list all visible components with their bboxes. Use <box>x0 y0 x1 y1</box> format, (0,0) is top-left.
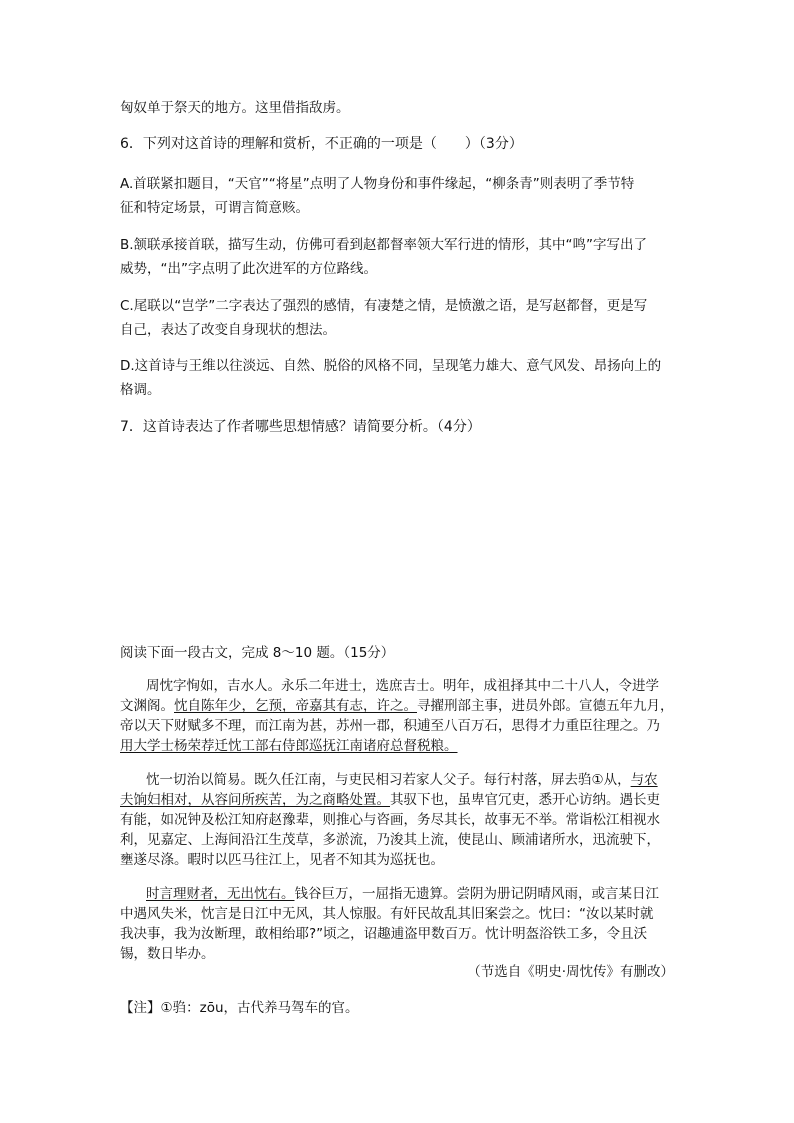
para1-underlined-sentence: 忱自陈年少，乞预，帝嘉其有志，许之。 <box>174 698 417 714</box>
para3-line1-end: 钱谷巨万，一屈指无遗算。尝阴为册记阴晴风雨，或言某日江 <box>294 886 659 902</box>
para1-line4 <box>120 736 458 756</box>
reading-instruction: 阅读下面一段古文，完成 8～10 题。（15分） <box>120 645 395 661</box>
para2-line1 <box>146 770 658 790</box>
para2-underlined-start: 与农 <box>630 772 658 788</box>
option-a-line1: A.首联紧扣题目，“天官”“将星”点明了人物身份和事件缘起，“柳条青”则表明了季节特 <box>120 176 635 192</box>
para1-line3: 帝以天下财赋多不理，而江南为甚，苏州一郡，积逋至八百万石，思得才力重臣往理之。乃 <box>120 718 660 734</box>
option-b-line1: B.颔联承接首联，描写生动，仿佛可看到赵都督率领大军行进的情形，其中“鸣”字写出了 <box>120 237 648 253</box>
para1-line2-end: 寻擢刑部主事，进员外郎。宣德五年九月， <box>417 698 674 714</box>
option-a-line2: 征和特定场景，可谓言简意赅。 <box>120 200 309 216</box>
para2-line1-start: 忱一切治以简易。既久任江南，与吏民相习若家人父子。每行村落，屏去驺①从， <box>146 772 631 788</box>
question-7-stem: 7．这首诗表达了作者哪些思想情感？请简要分析。（4分） <box>120 419 481 435</box>
para3-line2: 中遇风失米，忱言是日江中无风，其人惊服。有奸民故乱其旧案尝之。忱曰：“汝以某时就 <box>120 906 654 922</box>
para1-underlined-line4: 用大学士杨荣荐迁忱工部右侍郎巡抚江南诸府总督税粮。 <box>120 738 458 754</box>
gloss-end: 匈奴单于祭天的地方。这里借指敌虏。 <box>120 100 350 116</box>
para3-line3: 我决事，我为汝断理，敢相绐耶?”顷之，诏趣逋盗甲数百万。忱计明盔浴铁工多，令且沃 <box>120 926 648 942</box>
para2-line4: 利，见嘉定、上海间沿江生茂草，多淤流，乃浚其上流，使昆山、顾浦诸所水，迅流驶下， <box>120 832 660 848</box>
para2-underlined-sentence: 夫饷妇相对，从容问所疾苦，为之商略处置。 <box>120 792 390 808</box>
para3-line1 <box>146 884 659 904</box>
para1-line2 <box>120 696 674 716</box>
para2-line2 <box>120 790 660 810</box>
option-d-line1: D.这首诗与王维以往淡远、自然、脱俗的风格不同，呈现笔力雄大、意气风发、昂扬向上的 <box>120 358 662 374</box>
para3-line4: 锡，数日毕办。 <box>120 946 215 962</box>
option-d-line2: 格调。 <box>120 382 161 398</box>
para1-line2-start: 文渊阁。 <box>120 698 174 714</box>
para2-line3: 有能，如况钟及松江知府赵豫辈，则推心与咨画，务尽其长，故事无不举。常诣松江相视水 <box>120 812 660 828</box>
question-6-stem: 6．下列对这首诗的理解和赏析，不正确的一项是（ ）（3分） <box>120 136 523 152</box>
para3-underlined-sentence: 时言理财者，无出忱右。 <box>146 886 295 902</box>
source-citation: （节选自《明史·周忱传》有删改） <box>467 964 674 980</box>
option-c-line1: C.尾联以“岂学”二字表达了强烈的感情，有凄楚之情，是愤激之语，是写赵都督，更是写 <box>120 298 648 314</box>
option-c-line2: 自己，表达了改变自身现状的想法。 <box>120 322 336 338</box>
para2-line2-end: 其驭下也，虽卑官冗吏，悉开心访纳。遇长吏 <box>390 792 660 808</box>
footnote: 【注】①驺：zōu，古代养马驾车的官。 <box>120 1000 359 1016</box>
para1-line1: 周忱字恂如，吉水人。永乐二年进士，选庶吉士。明年，成祖择其中二十八人，令进学 <box>146 678 659 694</box>
para2-line5: 壅遂尽涤。暇时以匹马往江上，见者不知其为巡抚也。 <box>120 852 444 868</box>
option-b-line2: 威势，“出”字点明了此次进军的方位路线。 <box>120 261 377 277</box>
